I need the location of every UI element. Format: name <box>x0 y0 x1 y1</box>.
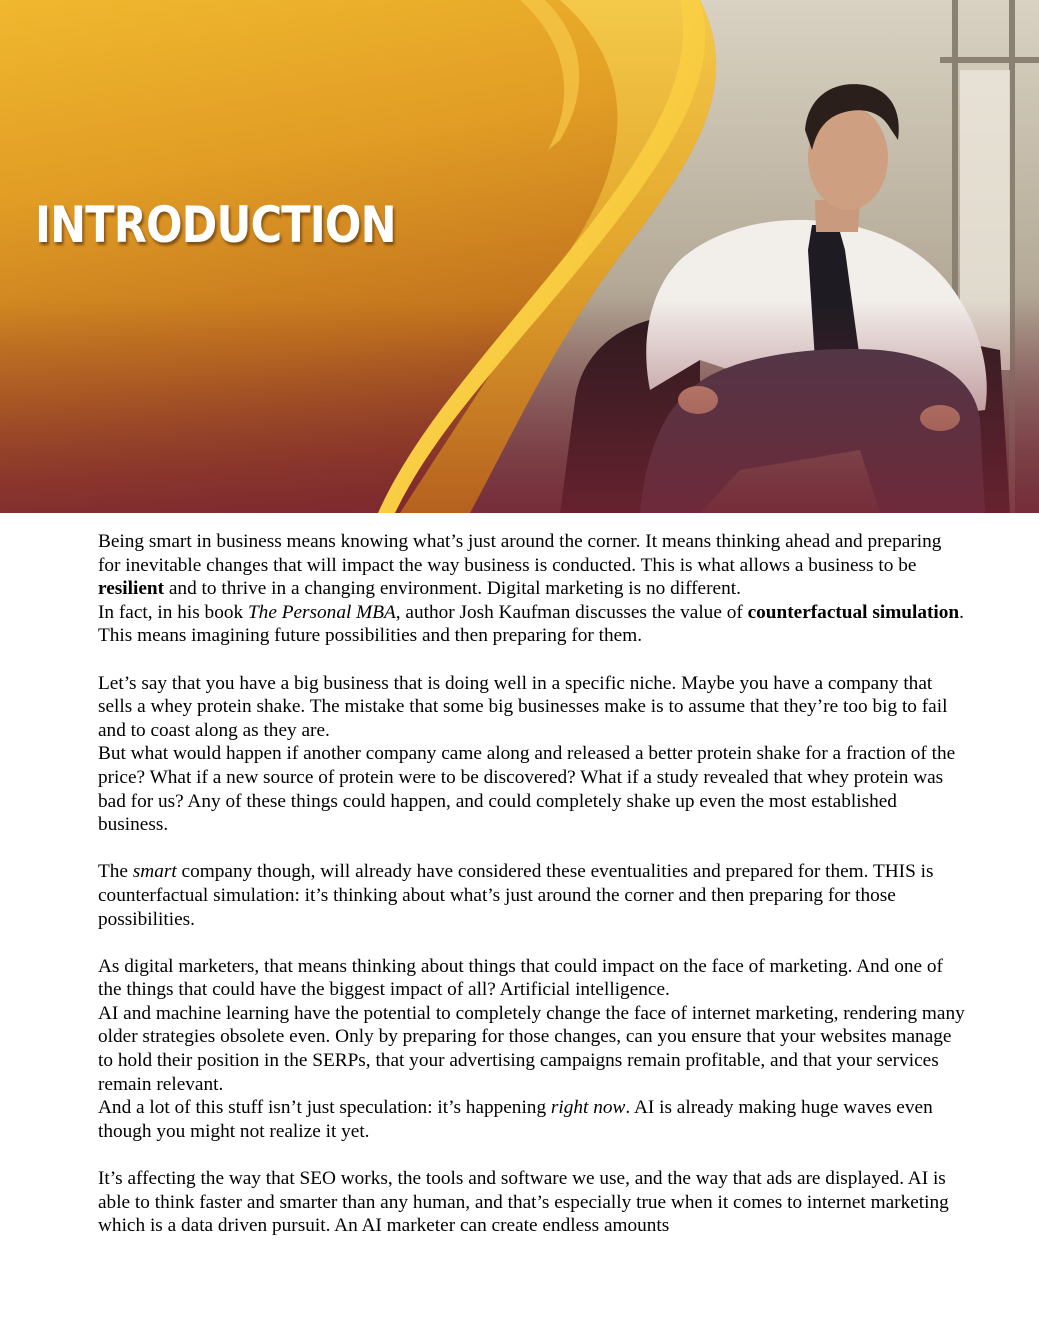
paragraph-smart-company <box>98 860 968 931</box>
paragraph-what-if: But what would happen if another company came along and released a better protein shake for a fraction of the price? What if a new source of protein were to be discovered? What if a study revealed that whey protein was bad for us? Any of these things could happen, and could completely shake up even the most established business. <box>98 743 956 836</box>
italic-right-now: right now <box>550 1097 626 1119</box>
header-illustration <box>0 0 1039 513</box>
paragraph-seo-effects: It’s affecting the way that SEO works, the tools and software we use, and the way that ads are displayed. AI is able to think faster and smarter than any human, and that’s especially true when it comes to internet marketing which is a data driven pursuit. An AI marketer can create endless amounts <box>98 1168 949 1237</box>
bold-term-resilient: resilient <box>98 578 165 600</box>
book-title: The Personal MBA <box>247 601 396 623</box>
paragraph-digital-marketers: As digital marketers, that means thinking about things that could impact on the face of marketing. And one of the things that could have the biggest impact of all? Artificial intelligence. <box>98 955 943 1001</box>
paragraph-gap <box>98 837 968 861</box>
paragraph-personal-mba <box>98 601 968 648</box>
paragraph-gap <box>98 931 968 955</box>
text-span: The <box>98 861 133 883</box>
text-span: . This means imagining future possibilities and then preparing for them. <box>98 601 964 647</box>
text-span: Being smart in business means knowing what’s just around the corner. It means thinking ahead and preparing for inevitable changes that will impact the way business is conducted. This is what allows a business to be <box>98 531 942 576</box>
text-span: In fact, in his book <box>98 601 248 623</box>
paragraph-right-now <box>98 1096 968 1143</box>
header-banner <box>0 0 1039 513</box>
paragraph-intro <box>98 530 968 601</box>
text-span: . AI is already making huge waves even though you might not realize it yet. <box>98 1097 933 1142</box>
text-span: , author Josh Kaufman discusses the value of <box>395 601 748 623</box>
paragraph-ai-machine-learning: AI and machine learning have the potential to completely change the face of internet marketing, rendering many older strategies obsolete even. Only by preparing for those changes, can you ensure that your websites manage to hold their position in the SERPs, that your advertising campaigns remain profitable, and that your services remain relevant. <box>98 1002 965 1095</box>
article-body <box>98 530 968 1238</box>
paragraph-gap <box>98 1143 968 1167</box>
paragraph-gap <box>98 648 968 672</box>
text-span: company though, will already have considered these eventualities and prepared for them. THIS is counterfactual simulation: it’s thinking about what’s just around the corner and then preparing for those possibilities. <box>98 861 934 930</box>
paragraph-whey-business: Let’s say that you have a big business that is doing well in a specific niche. Maybe you have a company that sells a whey protein shake. The mistake that some big businesses make is to assume that they’re too big to fail and to coast along as they are. <box>98 672 948 741</box>
bold-term-counterfactual: counterfactual simulation <box>747 601 960 623</box>
page-title: INTRODUCTION <box>35 196 396 254</box>
text-span: And a lot of this stuff isn’t just speculation: it’s happening <box>98 1097 551 1119</box>
text-span: and to thrive in a changing environment. Digital marketing is no different. <box>164 578 741 600</box>
italic-smart: smart <box>132 861 177 883</box>
